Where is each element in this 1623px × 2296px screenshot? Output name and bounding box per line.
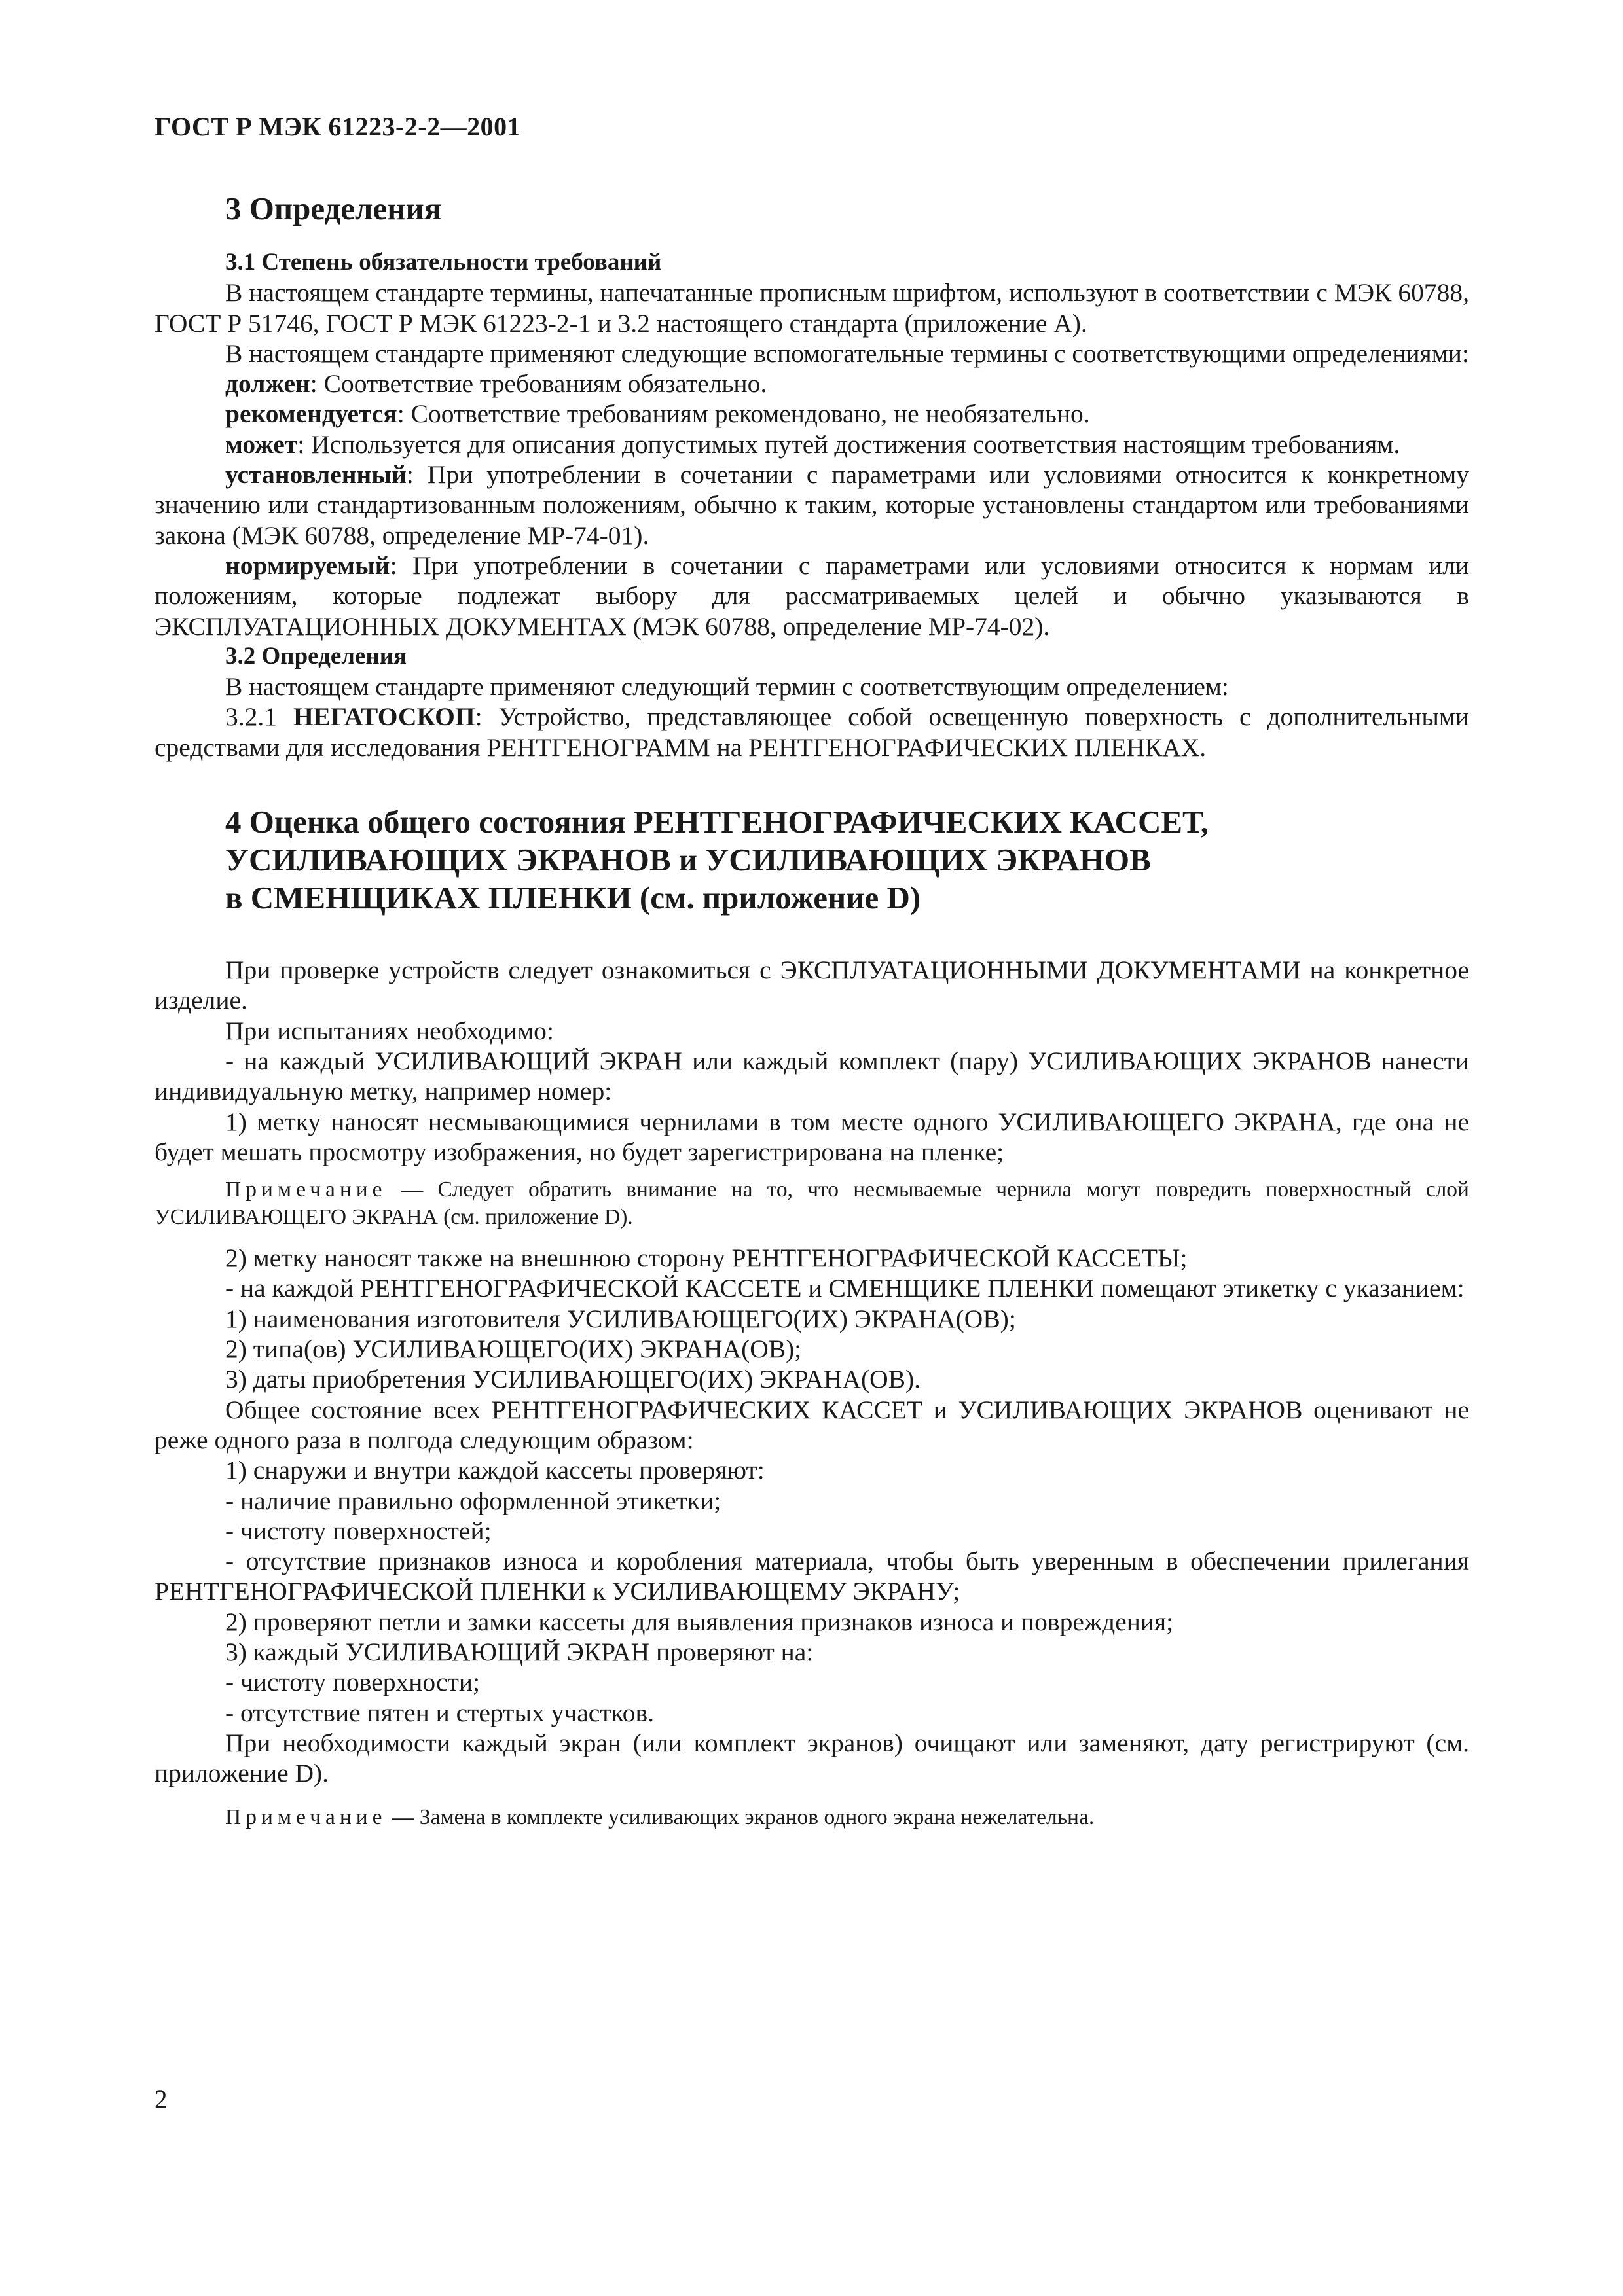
paragraph: В настоящем стандарте применяют следующий термин с соответствующим определением: — [225, 672, 1229, 702]
definition: : Устройство, представляющее собой освещенную поверхность с дополнительными средствами для исследования РЕНТГЕНОГРАММ на РЕНТГЕНОГРАФИЧЕСКИХ ПЛЕНКАХ. — [155, 702, 1469, 762]
list-item: - отсутствие пятен и стертых участков. — [225, 1698, 655, 1727]
clause-number: 3.2.1 — [225, 702, 293, 732]
term-definition — [155, 368, 1469, 399]
note-label: Примечание — [225, 1177, 387, 1202]
list-item: 2) типа(ов) УСИЛИВАЮЩЕГО(ИХ) ЭКРАНА(ОВ); — [225, 1335, 802, 1364]
term: нормируемый — [225, 550, 390, 580]
section-3-heading: 3 Определения — [225, 190, 442, 226]
note-text: — Следует обратить внимание на то, что несмываемые чернила могут повредить поверхностный слой УСИЛИВАЮЩЕГО ЭКРАНА (см. приложение D). — [155, 1177, 1469, 1230]
definition-3-2-1 — [155, 702, 1469, 762]
paragraph: Общее состояние всех РЕНТГЕНОГРАФИЧЕСКИХ КАССЕТ и УСИЛИВАЮЩИХ ЭКРАНОВ оценивают не реже одного раза в полгода следующим образом: — [155, 1395, 1469, 1454]
term: НЕГАТОСКОП — [293, 702, 475, 732]
page-number: 2 — [155, 2085, 168, 2113]
paragraph: При проверке устройств следует ознакомиться с ЭКСПЛУАТАЦИОННЫМИ ДОКУМЕНТАМИ на конкретное изделие. — [155, 956, 1469, 1015]
term: должен — [225, 369, 310, 399]
note-label: Примечание — [225, 1805, 387, 1830]
list-item: - чистоту поверхности; — [225, 1668, 481, 1697]
list-item: 1) снаружи и внутри каждой кассеты проверяют: — [225, 1456, 765, 1485]
note — [155, 1804, 1469, 1831]
term: рекомендуется — [225, 399, 397, 429]
paragraph: При необходимости каждый экран (или комплект экранов) очищают или заменяют, дату регистрируют (см. приложение D). — [155, 1728, 1469, 1788]
term: установленный — [225, 460, 407, 490]
definition: : При употреблении в сочетании с параметрами или условиями относится к нормам или положениям, которые подлежат выбору для рассматриваемых целей и обычно указываются в ЭКСПЛУАТАЦИОННЫХ ДОКУМЕНТАХ (МЭК 60788, определение МР-74-02). — [155, 550, 1469, 641]
term-definition — [155, 550, 1469, 641]
list-item: - чистоту поверхностей; — [225, 1516, 492, 1545]
definition: : При употреблении в сочетании с параметрами или условиями относится к конкретному значению или стандартизованным положениям, обычно к таким, которые установлены стандартом или требованиями закона (МЭК 60788, определение МР-74-01). — [155, 460, 1469, 550]
list-item: - на каждый УСИЛИВАЮЩИЙ ЭКРАН или каждый комплект (пару) УСИЛИВАЮЩИХ ЭКРАНОВ нанести индивидуальную метку, например номер: — [155, 1046, 1469, 1106]
paragraph: В настоящем стандарте термины, напечатанные прописным шрифтом, используют в соответствии с МЭК 60788, ГОСТ Р 51746, ГОСТ Р МЭК 61223-2-1 и 3.2 настоящего стандарта (приложение А). — [155, 278, 1469, 338]
note-text: — Замена в комплекте усиливающих экранов одного экрана нежелательна. — [386, 1805, 1095, 1830]
paragraph: При испытаниях необходимо: — [225, 1016, 554, 1045]
list-item: - наличие правильно оформленной этикетки; — [225, 1486, 721, 1515]
note — [155, 1176, 1469, 1231]
section-4-heading — [155, 803, 1469, 917]
subsection-3-1-heading: 3.1 Степень обязательности требований — [225, 249, 662, 276]
definition: : Соответствие требованиям обязательно. — [310, 369, 767, 399]
heading-line: в СМЕНЩИКАХ ПЛЕНКИ (см. приложение D) — [225, 880, 921, 916]
list-item: 2) метку наносят также на внешнюю сторону РЕНТГЕНОГРАФИЧЕСКОЙ КАССЕТЫ; — [225, 1244, 1188, 1273]
term: может — [225, 429, 298, 459]
document-header: ГОСТ Р МЭК 61223-2-2—2001 — [155, 112, 521, 141]
list-item: 3) каждый УСИЛИВАЮЩИЙ ЭКРАН проверяют на: — [225, 1637, 814, 1666]
heading-line: УСИЛИВАЮЩИХ ЭКРАНОВ и УСИЛИВАЮЩИХ ЭКРАНОВ — [225, 842, 1151, 878]
subsection-3-2-heading: 3.2 Определения — [225, 642, 407, 670]
list-item: 1) метку наносят несмывающимися чернилами в том месте одного УСИЛИВАЮЩЕГО ЭКРАНА, где она не будет мешать просмотру изображения, но будет зарегистрирована на пленке; — [155, 1107, 1469, 1166]
heading-line: 4 Оценка общего состояния РЕНТГЕНОГРАФИЧЕСКИХ КАССЕТ, — [225, 804, 1209, 840]
list-item: 1) наименования изготовителя УСИЛИВАЮЩЕГО(ИХ) ЭКРАНА(ОВ); — [225, 1304, 1016, 1333]
term-definition — [155, 399, 1469, 429]
list-item: - отсутствие признаков износа и коробления материала, чтобы быть уверенным в обеспечении прилегания РЕНТГЕНОГРАФИЧЕСКОЙ ПЛЕНКИ к УСИЛИВАЮЩЕМУ ЭКРАНУ; — [155, 1547, 1469, 1606]
term-definition — [155, 429, 1469, 459]
list-item: 3) даты приобретения УСИЛИВАЮЩЕГО(ИХ) ЭКРАНА(ОВ). — [225, 1365, 921, 1394]
paragraph: В настоящем стандарте применяют следующие вспомогательные термины с соответствующими определениями: — [225, 338, 1469, 368]
list-item: 2) проверяют петли и замки кассеты для выявления признаков износа и повреждения; — [225, 1607, 1174, 1636]
list-item: - на каждой РЕНТГЕНОГРАФИЧЕСКОЙ КАССЕТЕ и СМЕНЩИКЕ ПЛЕНКИ помещают этикетку с указанием: — [225, 1274, 1465, 1303]
definition: : Используется для описания допустимых путей достижения соответствия настоящим требованиям. — [297, 429, 1400, 459]
term-definition — [155, 459, 1469, 550]
document-body — [155, 190, 1469, 1843]
definition: : Соответствие требованиям рекомендовано, не необязательно. — [397, 399, 1090, 429]
